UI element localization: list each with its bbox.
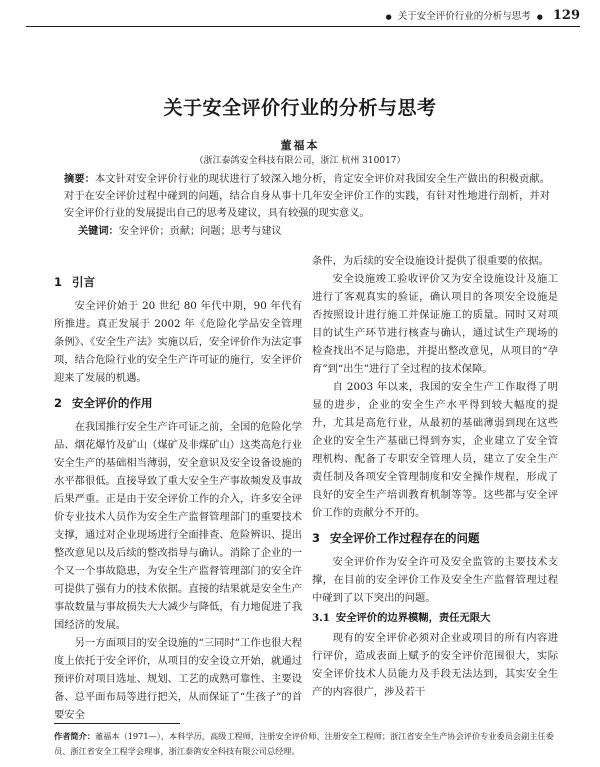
page-number: 129 [552,8,580,23]
paragraph: 现有的安全评价必须对企业或项目的所有内容进行评价，造成表面上赋予的安全评价范围很大，实际安全评价技术人员能力及手段无法达到，其实安全生产的内容很广，涉及若干 [312,632,558,698]
paragraph: 安全评价始于 20 世纪 80 年代中期，90 年代有所推进。真正发展于 2002 年《危险化学品安全管理条例》、《安全生产法》实施以后，安全评价作为法定事项，结合危险行业的安全生产许可证的施行，安全评价迎来了发展的机遇。 [54,300,302,384]
paragraph: 在我国推行安全生产许可证之前，全国的危险化学品、烟花爆竹及矿山（煤矿及非煤矿山）这类高危行业安全生产的基础相当薄弱，安全意识及安全设备设施的水平都很低。直接导致了重大安全生产事故频发及事故后果严重。正是由于安全评价工作的介入，许多安全评价专业技术人员作为安全生产监督管理部门的重要技术支撑，通过对企业现场进行全面排查、危险辨识、提出整改意见以及后续的整改指导与确认。消除了企业的一个又一个事故隐患，为安全生产监督管理部门的安全许可提供了强有力的技术依据。直接的结果就是安全生产事故数量与事故损失大大减少与降低，有力地促进了我国经济的发展。 [54,421,302,631]
keywords-label: 关键词： [78,225,119,237]
subsection-heading [312,609,558,627]
section-heading [54,394,302,412]
paragraph: 自 2003 年以来，我国的安全生产工作取得了明显的进步，企业的安全生产水平得到较大幅度的提升，尤其是高危行业，从最初的基础薄弱到现在这些企业的安全生产基础已得到夯实，企业建立了安全管理机构、配备了专职安全管理人员，建立了安全生产责任制及各项安全管理制度和安全操作规程，形成了良好的安全生产培训教育机制等等。这些都与安全评价工作的贡献分不开的。 [312,381,558,519]
section-number: 2 [54,396,63,410]
paragraph: 另一方面项目的安全设施的“三同时”工作也很大程度上依托于安全评价，从项目的安全设立开始，就通过预评价对项目选址、规划、工艺的成熟可靠性、主要设备、总平面布局等进行把关，从而保证了“生孩子”的首要安全 [54,637,302,721]
abstract-label: 摘要： [64,173,96,185]
section-title: 安全评价的作用 [72,396,153,410]
bullet-icon: ● [536,13,543,21]
section-heading [312,529,558,547]
abstract-text: 本文针对安全评价行业的现状进行了较深入地分析，肯定安全评价对我国安全生产做出的积极贡献。对于在安全评价过程中碰到的问题，结合自身从事十几年安全评价工作的实践，有针对性地进行剖析，并对安全评价行业的发展提出自己的思考及建议，具有较强的现实意义。 [64,174,550,219]
subsection-number: 3.1 [312,612,330,624]
paragraph: 条件，为后续的安全设施设计提供了很重要的依据。 [312,255,549,267]
footnote-rule [54,723,180,724]
affiliation: （浙江泰鸽安全科技有限公司，浙江 杭州 310017） [194,156,406,166]
section-number: 1 [54,275,63,289]
section-number: 3 [312,531,321,545]
footnote-label: 作者简介： [54,731,95,741]
running-title: 关于安全评价行业的分析与思考 [397,11,531,22]
header-rule [26,26,580,27]
bullet-icon: ● [385,13,392,21]
keywords-text: 安全评价；贡献；问题；思考与建议 [118,226,282,237]
paragraph: 安全评价作为安全许可及安全监管的主要技术支撑，在目前的安全评价工作及安全生产监督管理过程中碰到了以下突出的问题。 [312,556,558,604]
subsection-title: 安全评价的边界模糊，责任无限大 [335,612,491,624]
section-heading [54,273,302,291]
keywords [78,222,548,237]
abstract [64,171,550,222]
section-title: 引言 [72,275,96,289]
footnote-text: 董福本（1971—），本科学历，高级工程师，注册安全评价师、注册安全工程师；浙江省安全生产协会评价专业委员会副主任委员、浙江省安全工程学会理事，浙江泰鸽安全科技有限公司总经理。 [54,731,554,756]
author: 董福本 [280,139,320,152]
running-header [380,8,580,23]
section-title: 安全评价工作过程存在的问题 [330,531,480,545]
right-column [312,252,558,701]
article-title: 关于安全评价行业的分析与思考 [163,97,437,119]
left-column [54,266,302,724]
paragraph: 安全设施竣工验收评价又为安全设施设计及施工进行了客观真实的验证，确认项目的各项安全设施是否按照设计进行施工并保证施工的质量。同时又对项目的试生产环节进行核查与确认，通过试生产现场的检查找出不足与隐患，并提出整改意见，从项目的“孕育”到“出生”进行了全过程的技术保障。 [312,273,558,375]
author-footnote [54,729,558,759]
